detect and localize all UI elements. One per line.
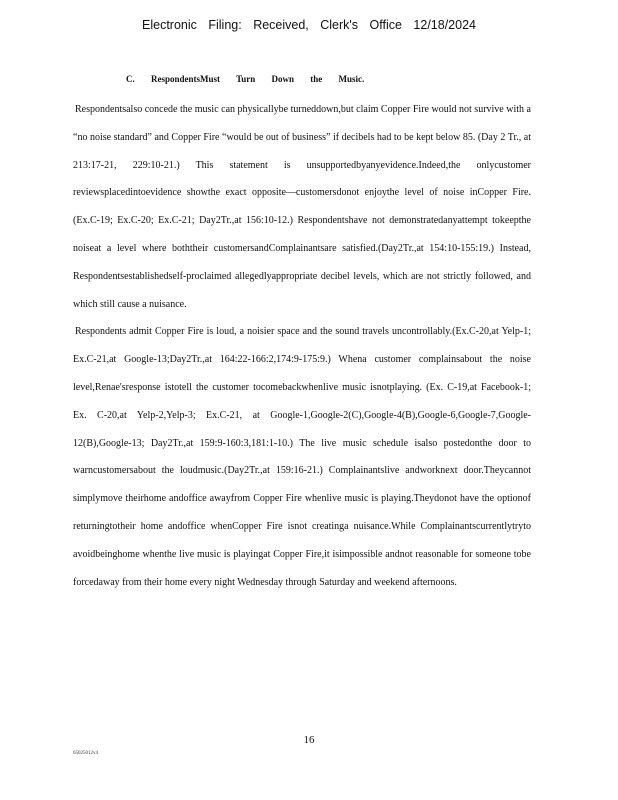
- paragraph-2: Respondents admit Copper Fire is loud, a noisier space and the sound travels uncontrollably.(Ex.C-20,at Yelp-1; Ex.C-21,at Google-13;Day2Tr.,at 164:22-166:2,174:9-175:9.) Whena customer complainsabout the noise level,Renae'sresponse istotell the customer tocomebackwhenlive music isnotplaying. (Ex. C-19,at Facebook-1; Ex. C-20,at Yelp-2,Yelp-3; Ex.C-21, at Google-1,Google-2(C),Google-4(B),Google-6,Google-7,Google-12(B),Google-13; Day2Tr.,at 159:9-160:3,181:1-10.) The live music schedule isalso postedonthe door to warncustomersabout the loudmusic.(Day2Tr.,at 159:16-21.) Complainantslive andworknext door.Theycannot simplymove theirhome andoffice awayfrom Copper Fire whenlive music is playing.Theydonot have the optionof returningtotheir home andoffice whenCopper Fire isnot creatinga nuisance.While Complainantscurrentlytryto avoidbeinghome whenthe live music is playingat Copper Fire,it isimpossible andnot reasonable for someone tobe forcedaway from their home every night Wednesday through Saturday and weekend afternoons.: [73, 326, 531, 588]
- page-number: 16: [303, 734, 315, 746]
- paragraph-1: Respondentsalso concede the music can physicallybe turneddown,but claim Copper Fire would not survive with a “no noise standard” and Copper Fire “would be out of business” if decibels had to be kept below 85. (Day 2 Tr., at 213:17-21, 229:10-21.) This statement is unsupportedbyanyevidence.Indeed,the onlycustomer reviewsplacedintoevidence showthe exact opposite—customersdonot enjoythe level of noise inCopper Fire. (Ex.C-19; Ex.C-20; Ex.C-21; Day2Tr.,at 156:10-12.) Respondentshave not demonstratedanyattempt tokeepthe noiseat a level where boththeir customersandComplainantsare satisfied.(Day2Tr.,at 154:10-155:19.) Instead, Respondentsestablishedself-proclaimed allegedlyappropriate decibel levels, which are not strictly followed, and which still cause a nuisance.: [73, 104, 531, 310]
- filing-stamp-header: Electronic Filing: Received, Clerk's Office 12/18/2024: [142, 18, 476, 32]
- section-heading: C. RespondentsMust Turn Down the Music.: [126, 74, 365, 84]
- document-id: 65025012v4: [73, 751, 98, 756]
- body-text: [73, 96, 531, 596]
